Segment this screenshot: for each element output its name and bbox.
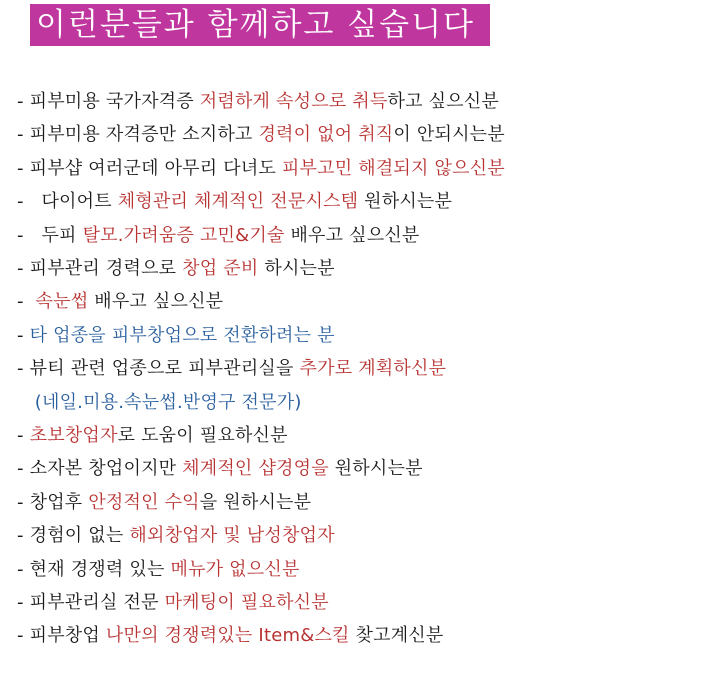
list-item — [17, 355, 446, 383]
list-item — [17, 422, 288, 450]
item-text: 을 원하시는분 — [199, 491, 312, 513]
item-text: 원하시는분 — [328, 458, 423, 480]
item-highlight-text: 체형관리 체계적인 전문시스템 — [117, 191, 359, 213]
list-item — [17, 155, 505, 183]
list-item — [17, 589, 329, 617]
item-text: 원하시는분 — [358, 191, 453, 213]
item-text: 배우고 싶으신분 — [284, 224, 420, 246]
list-item — [17, 188, 452, 216]
list-item — [17, 288, 223, 316]
item-text: - 피부관리실 전문 — [17, 592, 165, 613]
item-text: - 소자본 창업이지만 — [17, 458, 183, 480]
list-item — [17, 322, 335, 350]
item-text: 하시는분 — [258, 258, 335, 279]
item-text: - 두피 — [17, 224, 83, 246]
list-item — [17, 389, 302, 417]
item-text: 로 도움이 필요하신분 — [117, 425, 288, 446]
item-text: - 창업후 — [17, 491, 89, 513]
item-highlight-text: 나만의 경쟁력있는 Item&스킬 — [105, 625, 350, 647]
item-highlight-text: 탈모.가려움증 고민&기술 — [82, 224, 285, 246]
list-item — [17, 455, 423, 483]
list-item — [17, 88, 499, 116]
item-highlight-text: 타 업종을 피부창업으로 전환하려는 분 — [29, 324, 335, 346]
item-text: - 뷰티 관련 업종으로 피부관리실을 — [17, 358, 300, 380]
item-highlight-text: 창업 준비 — [182, 258, 259, 279]
item-highlight-text: 마케팅이 필요하신분 — [164, 592, 329, 613]
item-highlight-text: 피부고민 해결되지 않으신분 — [281, 157, 505, 179]
list-item — [17, 622, 444, 650]
item-text: - 피부관리 경력으로 — [17, 258, 183, 279]
list-item — [17, 556, 300, 584]
item-highlight-text: 해외창업자 및 남성창업자 — [129, 525, 335, 547]
list-item — [17, 255, 335, 283]
item-text: - 피부미용 국가자격증 — [17, 91, 200, 112]
item-highlight-text: (네일.미용.속눈썹.반영구 전문가) — [17, 391, 302, 413]
list-item — [17, 222, 420, 250]
item-text: 이 안되시는분 — [393, 124, 505, 146]
item-highlight-text: 저렴하게 속성으로 취득 — [199, 91, 388, 112]
item-text: - — [17, 291, 36, 313]
item-text: 하고 싶으신분 — [387, 91, 499, 112]
item-text: - 다이어트 — [17, 191, 118, 213]
item-highlight-text: 안정적인 수익 — [88, 491, 200, 513]
item-highlight-text: 체계적인 샵경영을 — [182, 458, 329, 480]
item-text: - 피부미용 자격증만 소지하고 — [17, 124, 259, 146]
item-text: - 피부샵 여러군데 아무리 다녀도 — [17, 157, 282, 179]
title-banner: 이런분들과 함께하고 싶습니다 — [30, 4, 490, 46]
item-text: 배우고 싶으신분 — [88, 291, 224, 313]
item-highlight-text: 메뉴가 없으신분 — [170, 558, 300, 580]
list-item — [17, 121, 505, 149]
item-highlight-text: 초보창업자 — [29, 425, 118, 446]
item-text: - 경험이 없는 — [17, 525, 130, 547]
list-item — [17, 522, 335, 550]
item-text: 찾고계신분 — [349, 625, 444, 647]
list-item — [17, 489, 311, 517]
item-highlight-text: 추가로 계획하신분 — [299, 358, 447, 380]
item-text: - — [17, 425, 30, 446]
item-highlight-text: 경력이 없어 취직 — [258, 124, 394, 146]
item-highlight-text: 속눈썹 — [35, 291, 89, 313]
item-text: - 현재 경쟁력 있는 — [17, 558, 171, 580]
item-text: - 피부창업 — [17, 625, 106, 647]
item-text: - — [17, 324, 30, 346]
